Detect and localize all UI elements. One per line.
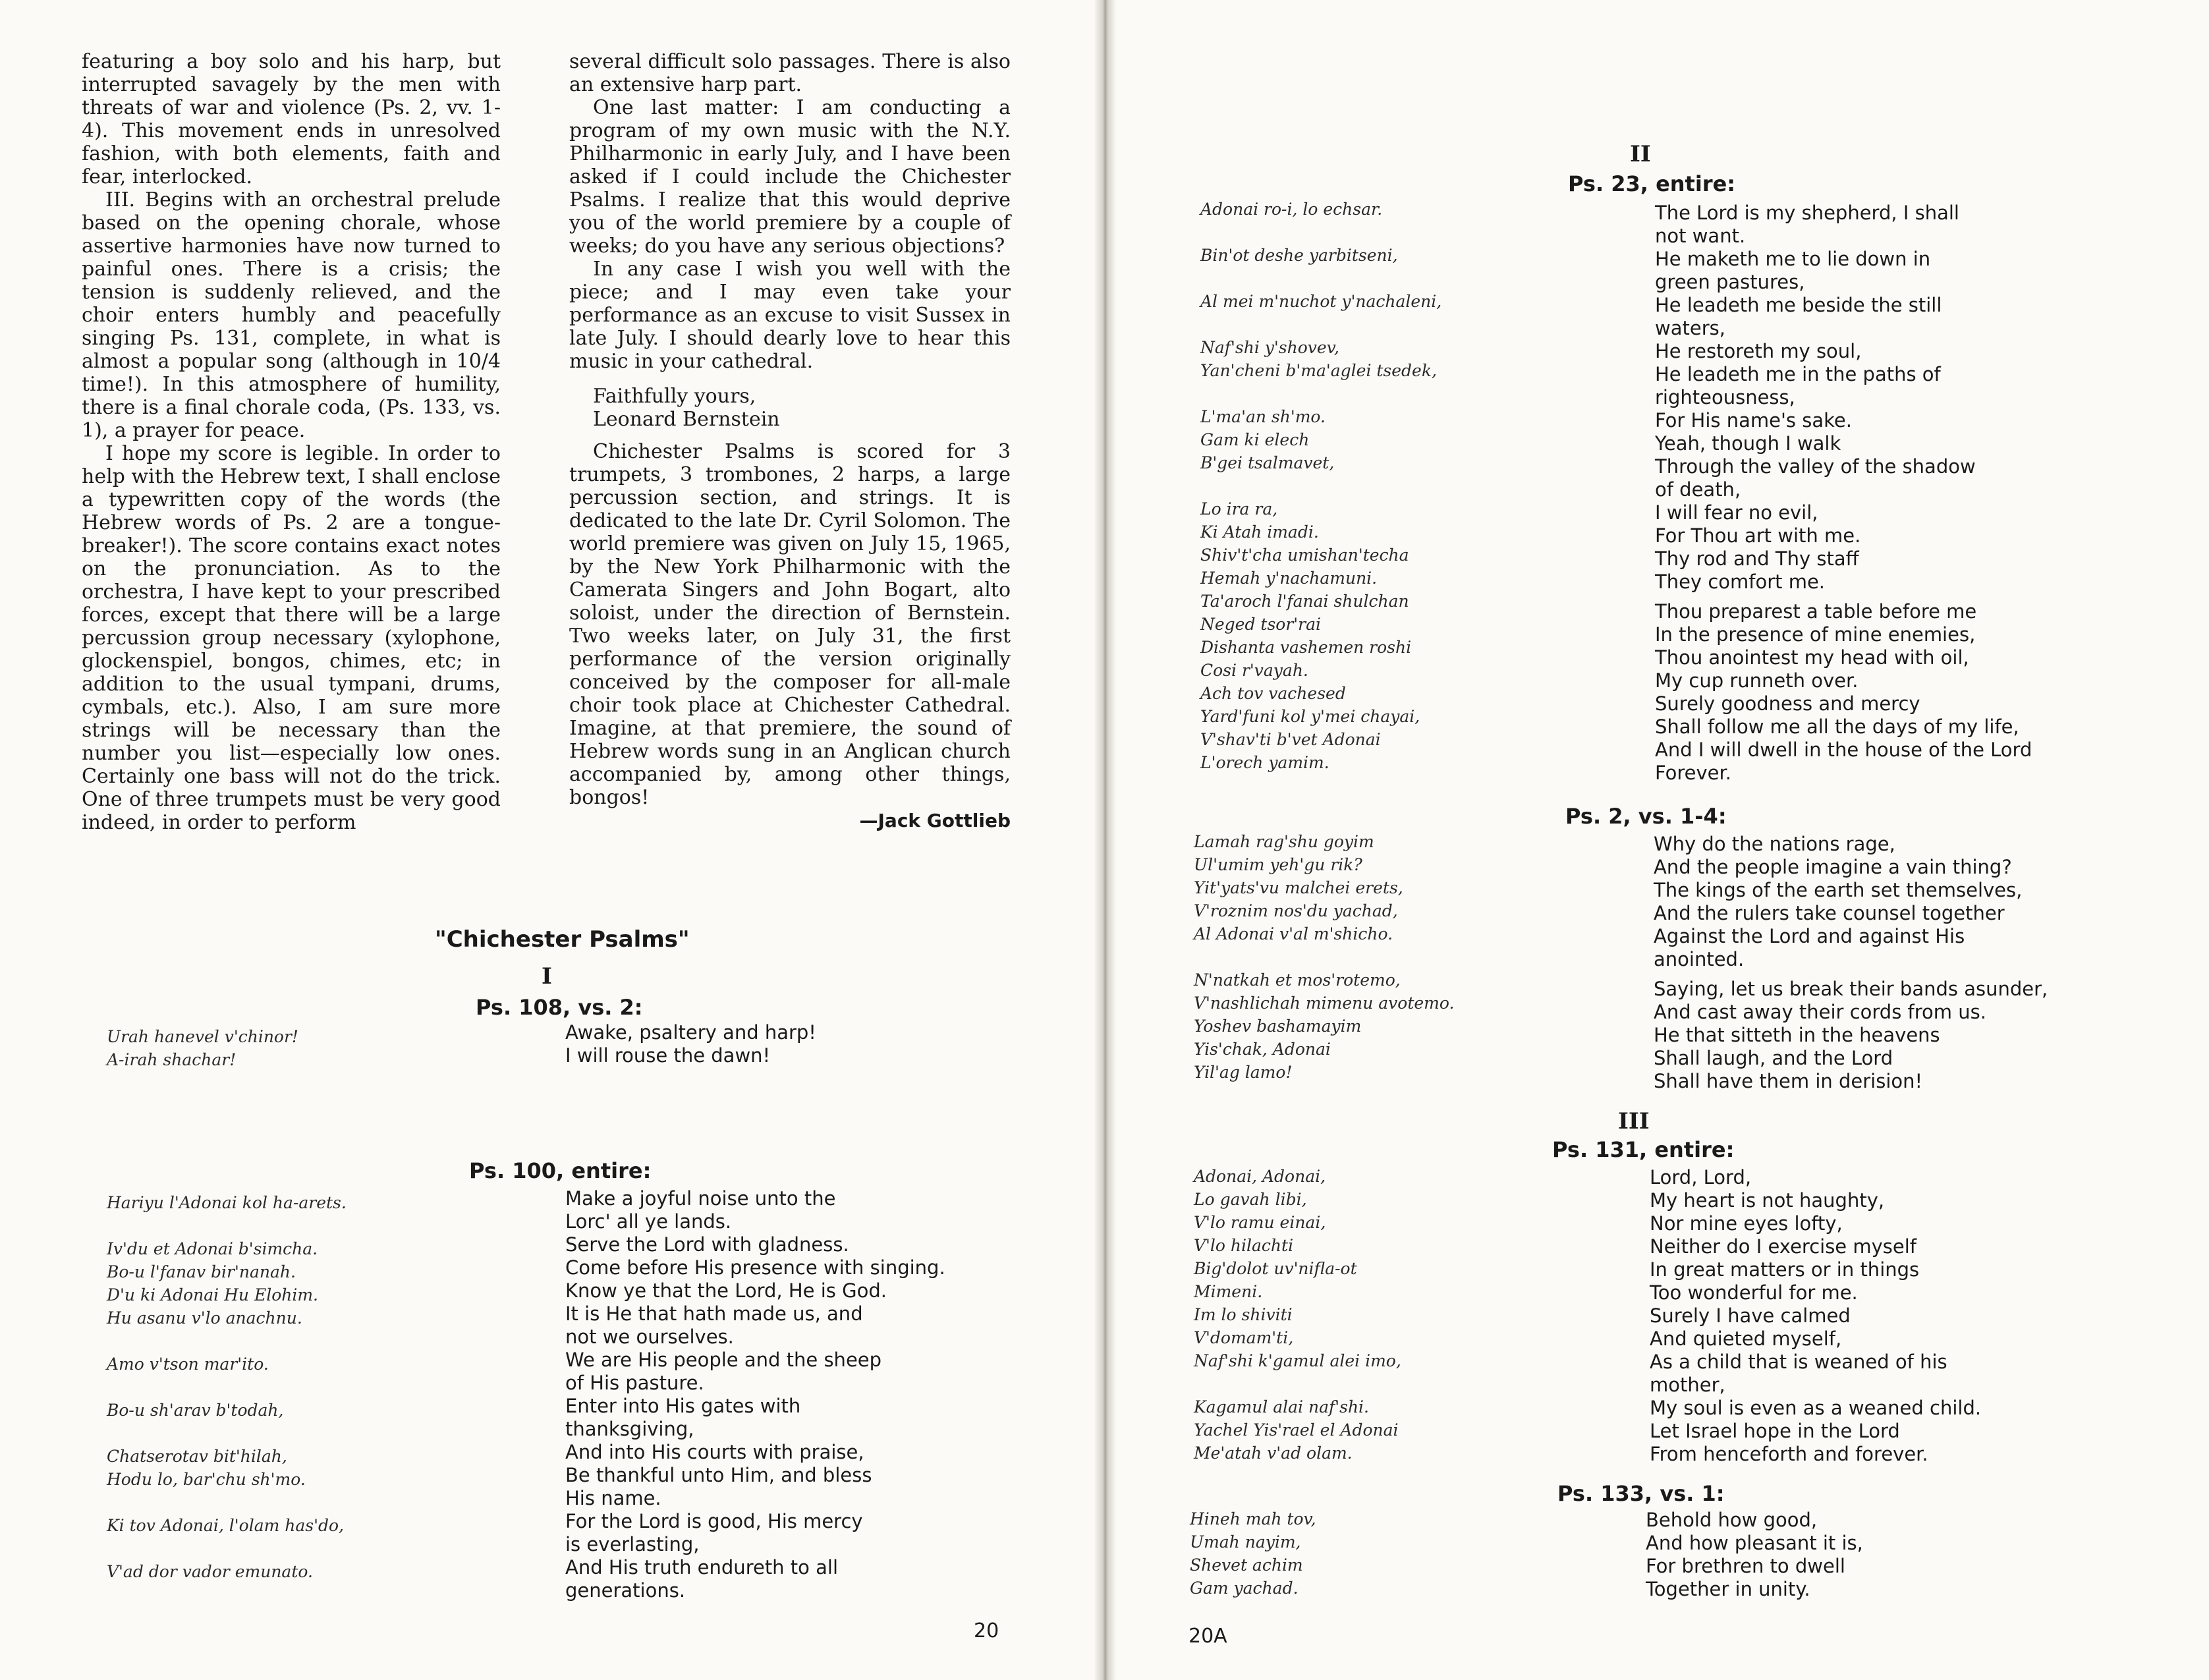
hebrew-line: A-irah shachar! bbox=[107, 1050, 237, 1069]
english-line: Shall laugh, and the Lord bbox=[1654, 1047, 1893, 1069]
hebrew-line: V'ad dor vador emunato. bbox=[107, 1562, 313, 1581]
english-line: For His name's sake. bbox=[1655, 409, 1852, 432]
hebrew-line: Bo-u l'fanav bir'nanah. bbox=[107, 1262, 296, 1281]
english-line: He leadeth me beside the still bbox=[1655, 294, 1942, 316]
psalm-heading: Ps. 131, entire: bbox=[1552, 1137, 1735, 1162]
english-line: Through the valley of the shadow bbox=[1655, 455, 1976, 478]
hebrew-line: Ki tov Adonai, l'olam has'do, bbox=[107, 1516, 344, 1535]
english-text-ps23 bbox=[1655, 202, 2032, 785]
english-text-ps100 bbox=[565, 1187, 945, 1602]
english-line: anointed. bbox=[1654, 948, 1745, 970]
english-line: Thou anointest my head with oil, bbox=[1655, 646, 1969, 669]
letter-closing: Faithfully yours, bbox=[593, 385, 756, 408]
hebrew-line: Iv'du et Adonai b'simcha. bbox=[107, 1239, 318, 1258]
english-line: He maketh me to lie down in bbox=[1655, 248, 1931, 270]
hebrew-line: V'lo hilachti bbox=[1194, 1236, 1294, 1255]
psalm-heading: Ps. 100, entire: bbox=[469, 1158, 652, 1183]
english-line: In great matters or in things bbox=[1650, 1258, 1920, 1281]
hebrew-line: Shevet achim bbox=[1190, 1555, 1303, 1575]
hebrew-line: D'u ki Adonai Hu Elohim. bbox=[107, 1285, 319, 1304]
hebrew-line: Lo ira ra, bbox=[1200, 499, 1278, 518]
hebrew-line: Adonai ro-i, lo echsar. bbox=[1200, 200, 1383, 219]
english-line: Lorc' all ye lands. bbox=[565, 1210, 732, 1233]
english-line: He restoreth my soul, bbox=[1655, 340, 1862, 362]
english-line: He leadeth me in the paths of bbox=[1655, 363, 1941, 385]
english-line: Surely goodness and mercy bbox=[1655, 692, 1920, 715]
hebrew-line: Yoshev bashamayim bbox=[1194, 1017, 1362, 1036]
english-text-ps131 bbox=[1650, 1166, 1981, 1466]
english-line: Make a joyful noise unto the bbox=[565, 1187, 836, 1210]
essay-paragraph: One last matter: I am conducting a program of my own music with the N.Y. Philharmonic in early July, and I have been asked if I could include the Chichester Psalms. I realize that this would deprive you of the world premiere by a couple of weeks; do you have any serious objections? bbox=[569, 96, 1011, 258]
english-line: For the Lord is good, His mercy bbox=[565, 1510, 863, 1532]
hebrew-line: Hu asanu v'lo anachnu. bbox=[107, 1308, 302, 1328]
english-line: thanksgiving, bbox=[565, 1418, 694, 1440]
hebrew-line: V'shav'ti b'vet Adonai bbox=[1200, 730, 1381, 749]
english-line: Thy rod and Thy staff bbox=[1655, 547, 1859, 570]
hebrew-line: Naf'shi y'shovev, bbox=[1200, 338, 1339, 357]
hebrew-line: Yard'funi kol y'mei chayai, bbox=[1200, 707, 1420, 726]
hebrew-line: Ul'umim yeh'gu rik? bbox=[1194, 855, 1362, 874]
hebrew-line: Dishanta vashemen roshi bbox=[1200, 638, 1412, 657]
hebrew-line: Yachel Yis'rael el Adonai bbox=[1194, 1420, 1399, 1440]
essay-paragraph: In any case I wish you well with the piece; and I may even take your performance as an excuse to visit Sussex in late July. I should dearly love to hear this music in your cathedral. bbox=[569, 258, 1011, 373]
psalm-heading: Ps. 23, entire: bbox=[1568, 171, 1736, 196]
english-line: He that sitteth in the heavens bbox=[1654, 1024, 1940, 1046]
hebrew-text-ps23 bbox=[1200, 198, 1441, 774]
letter-signature: Leonard Bernstein bbox=[593, 408, 780, 431]
hebrew-line: Yit'yats'vu malchei erets, bbox=[1194, 878, 1403, 897]
book-gutter bbox=[1094, 0, 1116, 1680]
english-line: not want. bbox=[1655, 225, 1746, 247]
essay-paragraph: several difficult solo passages. There is also an extensive harp part. bbox=[569, 50, 1011, 96]
hebrew-line: Mimeni. bbox=[1194, 1282, 1263, 1301]
english-line: His name. bbox=[565, 1487, 661, 1509]
essay-column-1 bbox=[82, 50, 501, 834]
english-line: green pastures, bbox=[1655, 271, 1805, 293]
english-line: For Thou art with me. bbox=[1655, 524, 1861, 547]
page-number: 20A bbox=[1188, 1625, 1227, 1648]
psalm-heading: Ps. 133, vs. 1: bbox=[1557, 1481, 1725, 1506]
english-line: They comfort me. bbox=[1655, 571, 1826, 593]
english-line: of His pasture. bbox=[565, 1372, 704, 1394]
english-line: Shall have them in derision! bbox=[1654, 1070, 1923, 1092]
english-line: Together in unity. bbox=[1646, 1578, 1810, 1600]
hebrew-line: Al mei m'nuchot y'nachaleni, bbox=[1200, 292, 1442, 311]
english-line: generations. bbox=[565, 1579, 686, 1602]
hebrew-line: Big'dolot uv'nifla-ot bbox=[1194, 1259, 1357, 1278]
english-line: In the presence of mine enemies, bbox=[1655, 623, 1976, 646]
hebrew-line: Bin'ot deshe yarbitseni, bbox=[1200, 246, 1398, 265]
english-line: We are His people and the sheep bbox=[565, 1349, 882, 1371]
hebrew-line: L'ma'an sh'mo. bbox=[1200, 407, 1326, 426]
program-note: Chichester Psalms is scored for 3 trumpets, 3 trombones, 2 harps, a large percussion section, and strings. It is dedicated to the late Dr. Cyril Solomon. The world premiere was given on July 15, 1965, by the New York Philharmonic with the Camerata Singers and John Bogart, alto soloist, under the direction of Bernstein. Two weeks later, on July 31, the first performance of the version originally conceived by the composer for all-male choir took place at Chichester Cathedral. Imagine, at that premiere, the sound of Hebrew words sung in an Anglican church accompanied by, among other things, bongos! bbox=[569, 440, 1011, 809]
hebrew-line: Hemah y'nachamuni. bbox=[1200, 569, 1378, 588]
section-numeral: II bbox=[1630, 141, 1651, 167]
english-line: Saying, let us break their bands asunder, bbox=[1654, 978, 2048, 1000]
left-page bbox=[0, 0, 1102, 1680]
hebrew-line: V'roznim nos'du yachad, bbox=[1194, 901, 1398, 920]
hebrew-text-ps131 bbox=[1194, 1165, 1401, 1465]
essay-paragraph: III. Begins with an orchestral prelude based on the opening chorale, whose assertive harmonies have now turned to painful ones. There is a crisis; the tension is suddenly relieved, and the choir enters humbly and peacefully singing Ps. 131, complete, in what is almost a popular song (although in 10/4 time!). In this atmosphere of humility, there is a final chorale coda, (Ps. 133, vs. 1), a prayer for peace. bbox=[82, 188, 501, 442]
english-line: And His truth endureth to all bbox=[565, 1556, 839, 1579]
english-line: Neither do I exercise myself bbox=[1650, 1235, 1916, 1258]
hebrew-line: Ta'aroch l'fanai shulchan bbox=[1200, 592, 1409, 611]
english-line: And into His courts with praise, bbox=[565, 1441, 864, 1463]
english-line: Lord, Lord, bbox=[1650, 1166, 1752, 1189]
english-line: not we ourselves. bbox=[565, 1326, 734, 1348]
hebrew-line: V'lo ramu einai, bbox=[1194, 1213, 1326, 1232]
hebrew-line: N'natkah et mos'rotemo, bbox=[1194, 970, 1401, 990]
section-numeral: I bbox=[542, 963, 552, 990]
english-line: Nor mine eyes lofty, bbox=[1650, 1212, 1843, 1235]
hebrew-line: Bo-u sh'arav b'todah, bbox=[107, 1401, 284, 1420]
right-page bbox=[1105, 0, 2209, 1680]
hebrew-line: Gam yachad. bbox=[1190, 1579, 1299, 1598]
english-line: It is He that hath made us, and bbox=[565, 1302, 863, 1325]
hebrew-line: Yil'ag lamo! bbox=[1194, 1063, 1293, 1082]
english-line: The kings of the earth set themselves, bbox=[1654, 879, 2023, 901]
hebrew-line: Amo v'tson mar'ito. bbox=[107, 1355, 269, 1374]
english-line: Let Israel hope in the Lord bbox=[1650, 1420, 1900, 1442]
hebrew-line: Lamah rag'shu goyim bbox=[1194, 832, 1374, 851]
essay-column-2 bbox=[569, 50, 1011, 832]
english-line: And the rulers take counsel together bbox=[1654, 902, 2005, 924]
hebrew-line: Lo gavah libi, bbox=[1194, 1190, 1307, 1209]
hebrew-line: Cosi r'vayah. bbox=[1200, 661, 1308, 680]
english-line: Awake, psaltery and harp! bbox=[565, 1021, 816, 1044]
english-line: For brethren to dwell bbox=[1646, 1555, 1845, 1577]
hebrew-line: Me'atah v'ad olam. bbox=[1194, 1443, 1353, 1463]
english-line: Thou preparest a table before me bbox=[1655, 600, 1977, 623]
hebrew-line: Adonai, Adonai, bbox=[1194, 1167, 1326, 1186]
english-line: I will rouse the dawn! bbox=[565, 1044, 771, 1067]
english-line: The Lord is my shepherd, I shall bbox=[1655, 202, 1959, 224]
essay-paragraph: I hope my score is legible. In order to help with the Hebrew text, I shall enclose a typewritten copy of the words (the Hebrew words of Ps. 2 are a tongue-breaker!). The score contains exact notes on the pronunciation. As to the orchestra, I have kept to your prescribed forces, except that there will be a large percussion group necessary (xylophone, glockenspiel, bongos, chimes, etc; in addition to the usual tympani, drums, cymbals, etc.). Also, I am sure more strings will be necessary than the number you list—especially low ones. Certainly one bass will not do the trick. One of three trumpets must be very good indeed, in order to perform bbox=[82, 442, 501, 834]
hebrew-line: Umah nayim, bbox=[1190, 1532, 1301, 1552]
english-line: Too wonderful for me. bbox=[1650, 1281, 1858, 1304]
english-line: Shall follow me all the days of my life, bbox=[1655, 715, 2019, 738]
english-line: Surely I have calmed bbox=[1650, 1304, 1851, 1327]
hebrew-line: Neged tsor'rai bbox=[1200, 615, 1322, 634]
hebrew-line: Naf'shi k'gamul alei imo, bbox=[1194, 1351, 1401, 1370]
english-line: righteousness, bbox=[1655, 386, 1795, 408]
hebrew-line: B'gei tsalmavet, bbox=[1200, 453, 1335, 472]
english-text-ps108 bbox=[565, 1021, 816, 1067]
english-line: As a child that is weaned of his bbox=[1650, 1351, 1947, 1373]
english-line: And the people imagine a vain thing? bbox=[1654, 856, 2012, 878]
english-line: Why do the nations rage, bbox=[1654, 833, 1895, 855]
hebrew-line: Ach tov vachesed bbox=[1200, 684, 1346, 703]
hebrew-line: Al Adonai v'al m'shicho. bbox=[1194, 924, 1393, 943]
english-line: And cast away their cords from us. bbox=[1654, 1001, 1986, 1023]
hebrew-text-ps100 bbox=[107, 1191, 347, 1583]
english-line: And quieted myself, bbox=[1650, 1328, 1842, 1350]
hebrew-text-ps108 bbox=[107, 1025, 298, 1071]
hebrew-line: Urah hanevel v'chinor! bbox=[107, 1027, 298, 1046]
hebrew-line: Kagamul alai naf'shi. bbox=[1194, 1397, 1369, 1416]
hebrew-line: Chatserotav bit'hilah, bbox=[107, 1447, 287, 1466]
english-line: And I will dwell in the house of the Lord bbox=[1655, 739, 2032, 761]
psalm-heading: Ps. 2, vs. 1-4: bbox=[1565, 804, 1727, 829]
english-line: Serve the Lord with gladness. bbox=[565, 1233, 849, 1256]
english-line: is everlasting, bbox=[565, 1533, 700, 1555]
essay-paragraph: featuring a boy solo and his harp, but interrupted savagely by the men with threats of war and violence (Ps. 2, vv. 1-4). This movement ends in unresolved fashion, with both elements, faith and fear, interlocked. bbox=[82, 50, 501, 188]
english-line: Forever. bbox=[1655, 762, 1731, 784]
hebrew-line: Yis'chak, Adonai bbox=[1194, 1040, 1331, 1059]
english-line: My soul is even as a weaned child. bbox=[1650, 1397, 1982, 1419]
hebrew-line: Hineh mah tov, bbox=[1190, 1509, 1316, 1528]
english-line: I will fear no evil, bbox=[1655, 501, 1818, 524]
hebrew-line: Gam ki elech bbox=[1200, 430, 1310, 449]
hebrew-line: V'nashlichah mimenu avotemo. bbox=[1194, 994, 1455, 1013]
english-line: Yeah, though I walk bbox=[1655, 432, 1841, 455]
english-text-ps133 bbox=[1646, 1509, 1863, 1601]
hebrew-line: Hodu lo, bar'chu sh'mo. bbox=[107, 1470, 306, 1489]
english-line: Enter into His gates with bbox=[565, 1395, 801, 1417]
english-line: mother, bbox=[1650, 1374, 1725, 1396]
english-line: Come before His presence with singing. bbox=[565, 1256, 945, 1279]
hebrew-line: L'orech yamim. bbox=[1200, 753, 1329, 772]
hebrew-text-ps2 bbox=[1194, 830, 1454, 1084]
english-line: Behold how good, bbox=[1646, 1509, 1818, 1531]
english-line: My cup runneth over. bbox=[1655, 669, 1859, 692]
hebrew-line: Hariyu l'Adonai kol ha-arets. bbox=[107, 1193, 347, 1212]
psalm-heading: Ps. 108, vs. 2: bbox=[476, 995, 643, 1020]
work-title: "Chichester Psalms" bbox=[435, 926, 690, 953]
section-numeral: III bbox=[1618, 1108, 1650, 1134]
hebrew-line: Ki Atah imadi. bbox=[1200, 522, 1319, 542]
credit-author: —Jack Gottlieb bbox=[859, 810, 1011, 831]
english-line: From henceforth and forever. bbox=[1650, 1443, 1928, 1465]
hebrew-line: V'domam'ti, bbox=[1194, 1328, 1294, 1347]
hebrew-line: Im lo shiviti bbox=[1194, 1305, 1293, 1324]
hebrew-text-ps133 bbox=[1190, 1507, 1316, 1600]
english-text-ps2 bbox=[1654, 833, 2048, 1093]
english-line: And how pleasant it is, bbox=[1646, 1532, 1863, 1554]
english-line: of death, bbox=[1655, 478, 1741, 501]
english-line: waters, bbox=[1655, 317, 1725, 339]
english-line: My heart is not haughty, bbox=[1650, 1189, 1885, 1212]
page-number: 20 bbox=[974, 1619, 999, 1642]
hebrew-line: Yan'cheni b'ma'aglei tsedek, bbox=[1200, 361, 1437, 380]
hebrew-line: Shiv't'cha umishan'techa bbox=[1200, 546, 1409, 565]
english-line: Against the Lord and against His bbox=[1654, 925, 1965, 947]
english-line: Be thankful unto Him, and bless bbox=[565, 1464, 872, 1486]
english-line: Know ye that the Lord, He is God. bbox=[565, 1279, 887, 1302]
